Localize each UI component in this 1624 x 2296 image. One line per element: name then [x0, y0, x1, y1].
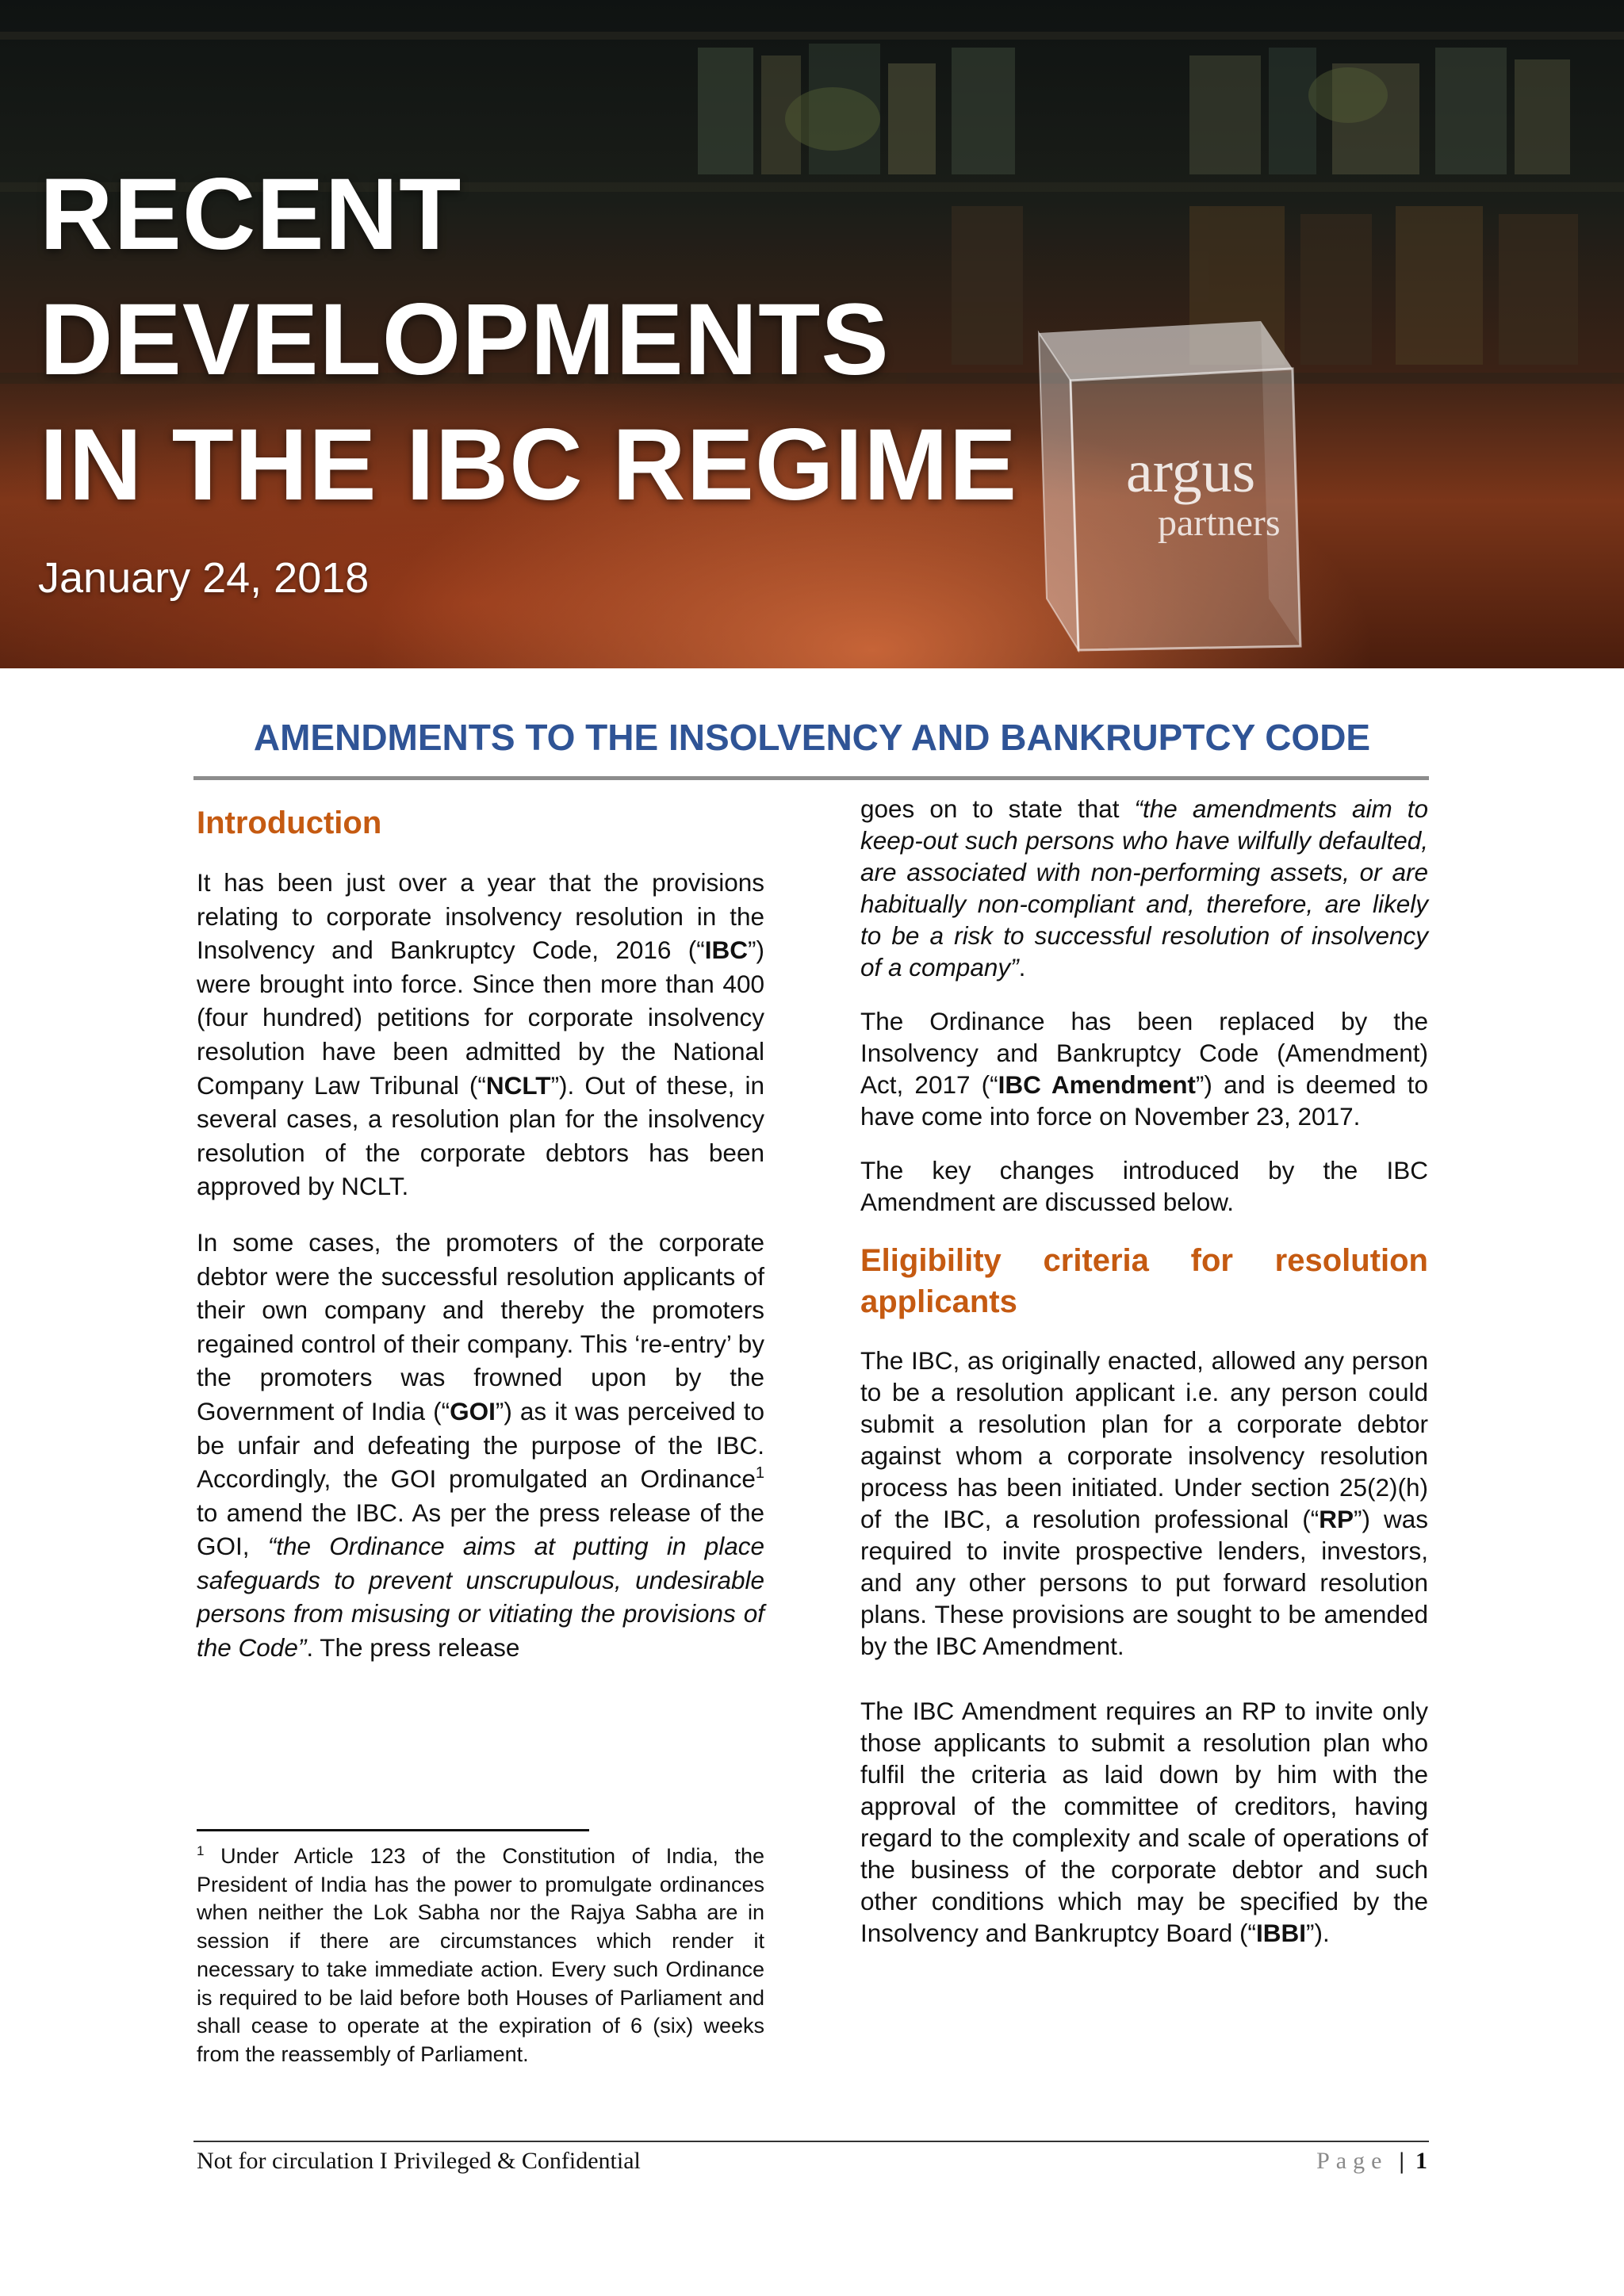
header-banner — [0, 0, 1624, 668]
confidentiality-notice: Not for circulation I Privileged & Confidential — [197, 2148, 641, 2174]
heading-divider — [193, 776, 1429, 780]
title-line-3: IN THE IBC REGIME — [40, 408, 1018, 522]
introduction-paragraph-2: In some cases, the promoters of the corporate debtor were the successful resolution applicants of their own company and thereby the promoters regained control of their company. This ‘re-entry’ by the promoters was frowned upon by the Government of India (“GOI”) as it was perceived to be unfair and defeating the purpose of the IBC. Accordingly, the GOI promulgated an Ordinance$^1$ to amend the IBC. As per the press release of the GOI, “the Ordinance aims at putting in place safeguards to prevent unscrupulous, undesirable persons from misusing or vitiating the provisions of the Code”. The press release — [197, 1227, 764, 1663]
footer-divider — [193, 2141, 1429, 2142]
document-date: January 24, 2018 — [38, 554, 370, 602]
page-number: 1 — [1415, 2148, 1427, 2174]
left-column — [197, 802, 764, 1687]
eligibility-heading: Eligibility criteria for resolution applicants — [860, 1243, 1428, 1319]
page-label: Page — [1316, 2148, 1388, 2174]
eligibility-paragraph-1: The IBC, as originally enacted, allowed any person to be a resolution applicant i.e. any person could submit a resolution plan for a corporate debtor against whom a corporate insolvency resolution process has been initiated. Under section 25(2)(h) of the IBC, a resolution professional (“RP”) was required to invite prospective lenders, investors, and any other persons to put forward resolution plans. These provisions are sought to be amended by the IBC Amendment. — [860, 1346, 1429, 1660]
right-paragraph-2: The Ordinance has been replaced by the Insolvency and Bankruptcy Code (Amendment) Act, 2017 (“IBC Amendment”) and is deemed to have come into force on November 23, 2017. — [860, 1007, 1428, 1131]
footnote-reference[interactable]: 1 — [755, 1464, 764, 1483]
right-paragraph-3: The key changes introduced by the IBC Amendment are discussed below. — [860, 1156, 1428, 1216]
glass-cube-logo-image — [1031, 313, 1396, 654]
introduction-paragraph-1: It has been just over a year that the provisions relating to corporate insolvency resolution in the Insolvency and Bankruptcy Code, 2016 (“IBC”) were brought into force. Since then more than 400 (four hundred) petitions for corporate insolvency resolution have been admitted by the National Company Law Tribunal (“NCLT”). Out of these, in several cases, a resolution plan for the insolvency resolution of the corporate debtors has been approved by NCLT. — [197, 868, 765, 1201]
logo-text-partners: partners — [1158, 502, 1281, 544]
title-line-1: RECENT — [40, 158, 462, 271]
logo-text-argus: argus — [1126, 438, 1256, 505]
footnote-number: 1 — [197, 1843, 205, 1858]
right-column — [860, 793, 1428, 1971]
footnote-divider — [197, 1829, 589, 1831]
right-paragraph-1: goes on to state that “the amendments aim to keep-out such persons who have wilfully defaulted, are associated with non-performing assets, or are habitually non-compliant and, therefore, are likely to be a risk to successful resolution of insolvency of a company”. — [860, 794, 1428, 982]
eligibility-paragraph-2: The IBC Amendment requires an RP to invite only those applicants to submit a resolution plan who fulfil the criteria as laid down by him with the approval of the committee of creditors, having regard to the complexity and scale of operations of the business of the corporate debtor and such other conditions which may be specified by the Insolvency and Bankruptcy Board (“IBBI”). — [860, 1697, 1428, 1947]
section-heading: AMENDMENTS TO THE INSOLVENCY AND BANKRUPTCY CODE — [253, 717, 1371, 758]
introduction-heading: Introduction — [197, 806, 382, 840]
document-title — [40, 152, 1017, 528]
page-indicator — [1316, 2145, 1427, 2177]
footnote: $^1$ Under Article 123 of the Constitution of India, the President of India has the power to promulgate ordinances when neither the Lok Sabha nor the Rajya Sabha are in session if there are circumstances which render it necessary to take immediate action. Every such Ordinance is required to be laid before both Houses of Parliament and shall cease to operate at the expiration of 6 (six) weeks from the reassembly of Parliament. — [197, 1843, 764, 2066]
page-separator: | — [1399, 2148, 1404, 2174]
title-line-2: DEVELOPMENTS — [40, 283, 890, 396]
